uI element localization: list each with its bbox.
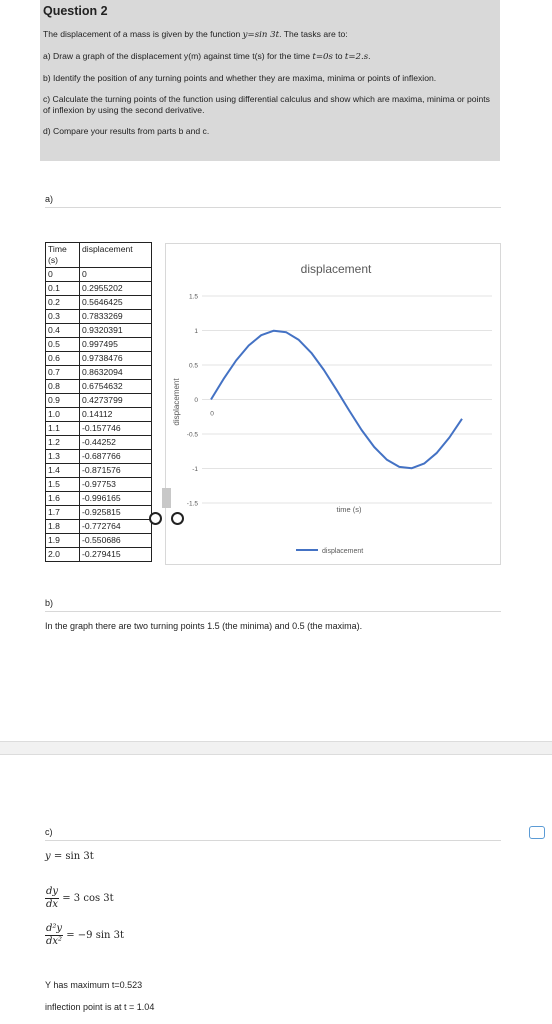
task-c: c) Calculate the turning points of the function using differential calculus and show which are maxima, minima or points of inflexion by using the second derivative. bbox=[43, 94, 490, 115]
intro-text: The displacement of a mass is given by the function bbox=[43, 29, 243, 39]
part-a-label: a) bbox=[45, 194, 54, 204]
cell-displacement: 0.5646425 bbox=[80, 296, 152, 310]
cell-time: 0.6 bbox=[46, 352, 80, 366]
table-row bbox=[46, 534, 152, 548]
question-intro bbox=[43, 29, 494, 41]
table-row bbox=[46, 506, 152, 520]
table-row bbox=[46, 366, 152, 380]
table-row bbox=[46, 268, 152, 282]
y-tick-label: -1 bbox=[192, 466, 198, 473]
table-row bbox=[46, 492, 152, 506]
cell-displacement: 0.6754632 bbox=[80, 380, 152, 394]
chart-title: displacement bbox=[300, 262, 372, 276]
y-tick-label: 1 bbox=[194, 328, 198, 335]
d2-numerator: d²y bbox=[46, 923, 63, 934]
comment-icon[interactable] bbox=[529, 826, 545, 839]
cell-time: 1.5 bbox=[46, 478, 80, 492]
task-a-text: a) Draw a graph of the displacement y(m) against time t(s) for the time bbox=[43, 51, 313, 61]
task-a-mid: to bbox=[332, 51, 345, 61]
part-c-label: c) bbox=[45, 827, 53, 837]
table-row bbox=[46, 324, 152, 338]
table-header-row bbox=[46, 243, 152, 268]
question-title: Question 2 bbox=[43, 4, 108, 18]
table-row bbox=[46, 352, 152, 366]
task-a bbox=[43, 51, 494, 63]
cell-time: 0.4 bbox=[46, 324, 80, 338]
equation-first-derivative bbox=[45, 886, 114, 911]
table-body bbox=[46, 268, 152, 562]
cell-displacement: -0.550686 bbox=[80, 534, 152, 548]
table-row bbox=[46, 464, 152, 478]
table-row bbox=[46, 380, 152, 394]
table-header-time: Time (s) bbox=[46, 243, 80, 268]
table-row bbox=[46, 520, 152, 534]
chart-gridlines bbox=[202, 296, 492, 503]
cell-displacement: -0.996165 bbox=[80, 492, 152, 506]
anchor-handle-right[interactable] bbox=[171, 512, 184, 525]
cell-displacement: 0.8632094 bbox=[80, 366, 152, 380]
cell-time: 1.0 bbox=[46, 408, 80, 422]
cell-displacement: -0.687766 bbox=[80, 450, 152, 464]
part-b-label: b) bbox=[45, 598, 54, 608]
y-tick-label: 1.5 bbox=[188, 293, 198, 301]
cell-time: 0.2 bbox=[46, 296, 80, 310]
result-inflection: inflection point is at t = 1.04 bbox=[45, 1002, 155, 1012]
anchor-handle-left[interactable] bbox=[149, 512, 162, 525]
question-box bbox=[40, 0, 500, 161]
table-row bbox=[46, 310, 152, 324]
displacement-chart bbox=[166, 244, 502, 566]
cell-displacement: 0.14112 bbox=[80, 408, 152, 422]
cell-time: 0.8 bbox=[46, 380, 80, 394]
intro-function: y=sin 3t bbox=[242, 30, 280, 40]
cell-displacement: -0.44252 bbox=[80, 436, 152, 450]
table-row bbox=[46, 548, 152, 562]
table-row bbox=[46, 394, 152, 408]
cell-time: 0.3 bbox=[46, 310, 80, 324]
cell-displacement: -0.772764 bbox=[80, 520, 152, 534]
table-row bbox=[46, 338, 152, 352]
cell-time: 1.6 bbox=[46, 492, 80, 506]
cell-displacement: 0.4273799 bbox=[80, 394, 152, 408]
cell-time: 1.2 bbox=[46, 436, 80, 450]
table-row bbox=[46, 436, 152, 450]
chart-legend bbox=[296, 548, 363, 555]
cell-displacement: -0.97753 bbox=[80, 478, 152, 492]
cell-time: 1.8 bbox=[46, 520, 80, 534]
task-a-end: . bbox=[368, 51, 371, 61]
part-c-divider bbox=[45, 840, 501, 841]
chart-y-ticks bbox=[187, 294, 199, 508]
task-a-t1: t=2.s bbox=[344, 52, 369, 62]
cell-time: 1.1 bbox=[46, 422, 80, 436]
part-b-divider bbox=[45, 611, 501, 612]
x-tick-label: 0 bbox=[210, 410, 214, 418]
legend-label: displacement bbox=[322, 548, 364, 555]
cell-time: 1.3 bbox=[46, 450, 80, 464]
eq1-rhs: = sin 3t bbox=[50, 851, 94, 862]
cell-time: 0.9 bbox=[46, 394, 80, 408]
d2-denominator: dx² bbox=[46, 936, 63, 947]
task-a-t0: t=0s bbox=[312, 52, 333, 62]
equation-second-derivative bbox=[45, 923, 124, 948]
second-derivative-fraction bbox=[45, 923, 63, 948]
chart-x-ticks bbox=[210, 411, 214, 418]
cell-displacement: 0.7833269 bbox=[80, 310, 152, 324]
data-table bbox=[45, 242, 152, 562]
resize-handle[interactable] bbox=[162, 488, 171, 508]
d2-rhs: = −9 sin 3t bbox=[63, 930, 125, 941]
table-row bbox=[46, 296, 152, 310]
cell-time: 1.9 bbox=[46, 534, 80, 548]
cell-displacement: -0.925815 bbox=[80, 506, 152, 520]
cell-displacement: -0.871576 bbox=[80, 464, 152, 478]
y-tick-label: 0.5 bbox=[188, 362, 198, 370]
task-d: d) Compare your results from parts b and c. bbox=[43, 126, 210, 136]
table-row bbox=[46, 450, 152, 464]
table-row bbox=[46, 478, 152, 492]
y-tick-label: -0.5 bbox=[186, 431, 198, 439]
result-maximum: Y has maximum t=0.523 bbox=[45, 980, 143, 990]
cell-time: 0.5 bbox=[46, 338, 80, 352]
cell-displacement: 0.9738476 bbox=[80, 352, 152, 366]
d1-denominator: dx bbox=[46, 899, 59, 910]
cell-displacement: -0.279415 bbox=[80, 548, 152, 562]
cell-displacement: 0 bbox=[80, 268, 152, 282]
cell-displacement: 0.2955202 bbox=[80, 282, 152, 296]
cell-displacement: 0.9320391 bbox=[80, 324, 152, 338]
table-header-displacement: displacement bbox=[80, 243, 152, 268]
y-tick-label: -1.5 bbox=[186, 500, 198, 508]
cell-time: 0.7 bbox=[46, 366, 80, 380]
chart-y-axis-label: displacement bbox=[172, 378, 181, 426]
y-tick-label: 0 bbox=[194, 397, 198, 404]
d1-numerator: dy bbox=[46, 886, 59, 897]
d1-rhs: = 3 cos 3t bbox=[59, 893, 114, 904]
table-row bbox=[46, 282, 152, 296]
cell-time: 0.1 bbox=[46, 282, 80, 296]
cell-time: 0 bbox=[46, 268, 80, 282]
cell-time: 1.4 bbox=[46, 464, 80, 478]
cell-displacement: -0.157746 bbox=[80, 422, 152, 436]
intro-text-end: . The tasks are to: bbox=[279, 29, 348, 39]
table-row bbox=[46, 422, 152, 436]
eq1-lhs: y bbox=[45, 851, 51, 862]
part-b-text: In the graph there are two turning points 1.5 (the minima) and 0.5 (the maxima). bbox=[45, 621, 363, 631]
cell-time: 2.0 bbox=[46, 548, 80, 562]
page-break-band bbox=[0, 741, 552, 755]
cell-time: 1.7 bbox=[46, 506, 80, 520]
task-b: b) Identify the position of any turning points and whether they are maxima, minima or points of inflexion. bbox=[43, 73, 437, 83]
first-derivative-fraction bbox=[45, 886, 59, 911]
equation-y bbox=[45, 851, 94, 862]
chart-frame[interactable] bbox=[165, 243, 501, 565]
cell-displacement: 0.997495 bbox=[80, 338, 152, 352]
table-row bbox=[46, 408, 152, 422]
part-a-divider bbox=[45, 207, 501, 208]
chart-x-axis-label: time (s) bbox=[336, 505, 362, 514]
